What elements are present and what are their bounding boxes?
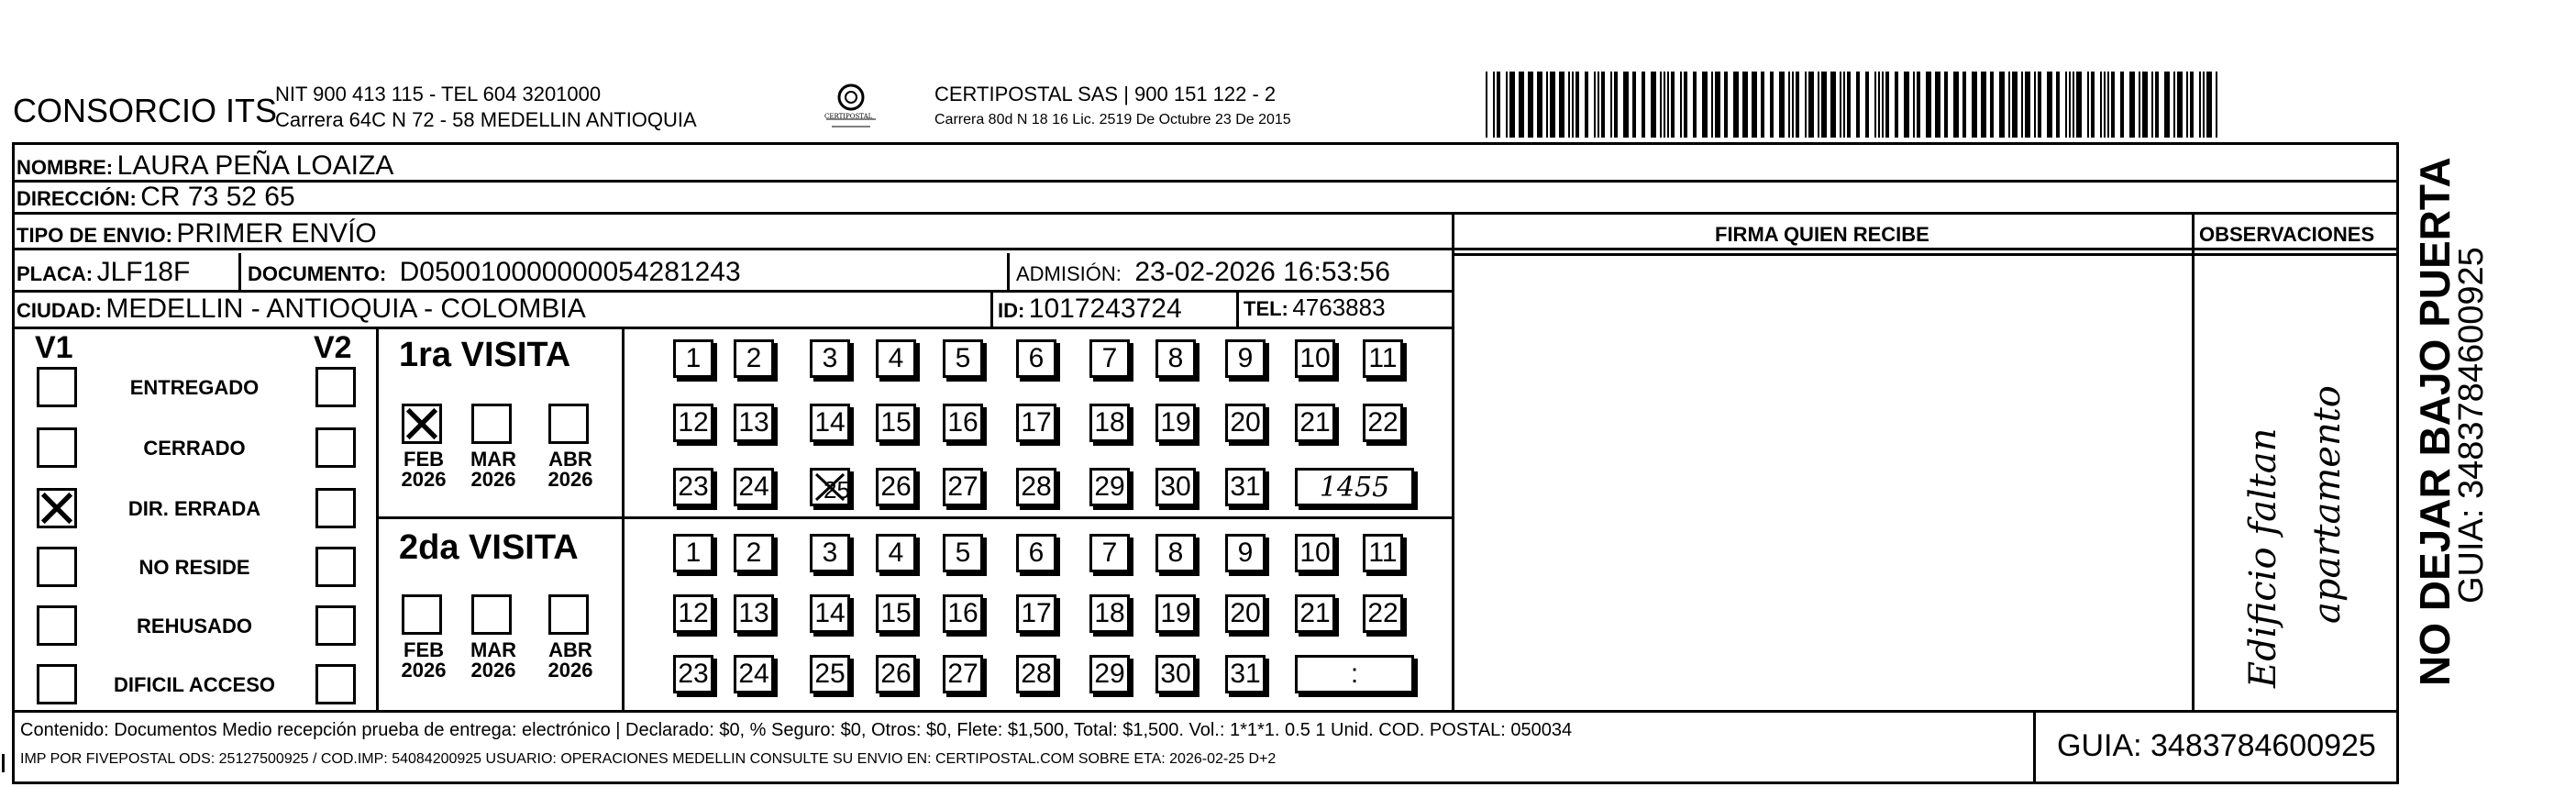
day-box-28[interactable]: 28 [1016,468,1056,506]
day-box-23[interactable]: 23 [673,655,713,693]
barcode-bar [1493,72,1495,138]
month-label: FEB [404,638,444,661]
barcode-bar [1667,72,1669,138]
barcode-bar [1843,72,1845,138]
month-label: MAR [470,448,517,471]
barcode-bar [1693,72,1697,138]
admision-cell [1016,259,1390,286]
id-value: 1017243724 [1028,294,1182,324]
day-box-9[interactable]: 9 [1225,339,1266,378]
certipostal-logo [819,81,883,130]
barcode-bar [1882,72,1884,138]
barcode-bar [2129,72,2135,138]
day-box-2[interactable]: 2 [734,339,774,378]
day-box-18[interactable]: 18 [1089,594,1130,633]
day-box-19[interactable]: 19 [1155,594,1196,633]
year-label: 2026 [470,468,516,491]
month-label: ABR [548,638,592,661]
year-label: 2026 [401,659,447,682]
day-box-15[interactable]: 15 [876,594,916,633]
barcode-bar [2164,72,2170,138]
barcode-bar [1953,72,1959,138]
v1-checkbox[interactable] [37,605,77,646]
barcode-bar [2199,72,2201,138]
day-box-24[interactable]: 24 [734,655,774,693]
v1-checkbox[interactable] [37,427,77,468]
tel-cell [1244,295,1386,319]
barcode-bar [1651,72,1656,138]
month-label: ABR [548,448,592,471]
barcode-bar [2186,72,2188,138]
sender-nit: NIT 900 413 115 - TEL 604 3201000 [275,83,602,105]
barcode-bar [1664,72,1665,138]
barcode-bar [2139,72,2140,138]
barcode-bar [1972,72,1977,138]
barcode-bar [2021,72,2023,138]
footer-guia: GUIA: 3483784600925 [2057,728,2376,763]
barcode-bar [2203,72,2205,138]
sender-address: Carrera 64C N 72 - 58 MEDELLIN ANTIOQUIA [275,108,697,131]
logo-caption: CERTIPOSTAL [824,113,873,120]
barcode-bar [1568,72,1570,138]
barcode-bar [1874,72,1876,138]
direccion-label: DIRECCIÓN: [17,187,137,210]
day-box-22[interactable]: 22 [1363,594,1403,633]
signature-area[interactable] [1458,257,2190,711]
day-box-27[interactable]: 27 [943,655,983,693]
status-label: DIFICIL ACCESO [113,673,275,696]
barcode-bar [1935,72,1940,138]
direccion-value: CR 73 52 65 [140,182,295,212]
status-label: DIR. ERRADA [127,497,261,520]
day-box-27[interactable]: 27 [943,468,983,506]
barcode-bar [1847,72,1851,138]
year-label: 2026 [401,468,447,491]
barcode-bar [1497,72,1500,138]
year-label: 2026 [547,468,593,491]
barcode-bar [1575,72,1579,138]
barcode-bar [1779,72,1785,138]
year-label: 2026 [547,659,593,682]
barcode-bar [1632,72,1636,138]
barcode-bar [2034,72,2036,138]
time-box[interactable]: 1455 [1295,468,1414,506]
barcode-bar [1601,72,1605,138]
day-box-9[interactable]: 9 [1225,534,1266,572]
direccion-row [17,183,295,211]
day-box-7[interactable]: 7 [1089,534,1130,572]
barcode-bar [1572,72,1574,138]
barcode-bar [2100,72,2102,138]
barcode-bar [1818,72,1819,138]
year-label: 2026 [470,659,516,682]
day-box-11[interactable]: 11 [1363,534,1403,572]
day-box-1[interactable]: 1 [673,339,713,378]
barcode-bar [2173,72,2175,138]
barcode-bar [1752,72,1757,138]
barcode-bar [1761,72,1764,138]
barcode-bar [1788,72,1790,138]
day-box-21[interactable]: 21 [1295,594,1335,633]
time-box[interactable]: : [1295,655,1414,693]
observaciones-note-line1: Edificio faltan [2242,427,2284,688]
barcode-bar [2091,72,2095,138]
day-box-18[interactable]: 18 [1089,404,1130,442]
barcode-bar [1830,72,1836,138]
day-box-12[interactable]: 12 [673,404,713,442]
svg-text:25: 25 [824,476,850,504]
firma-header: FIRMA QUIEN RECIBE [1715,223,1929,246]
day-box-25[interactable] [810,468,850,506]
month-label: MAR [470,638,517,661]
tel-label: TEL: [1244,297,1288,320]
day-box-30[interactable]: 30 [1155,655,1196,693]
day-box-30[interactable]: 30 [1155,468,1196,506]
placa-cell [17,259,190,286]
day-box-17[interactable]: 17 [1016,404,1056,442]
nombre-row [17,152,393,180]
barcode-bar [1660,72,1662,138]
barcode-bar [2120,72,2124,138]
status-label: NO RESIDE [138,556,250,579]
barcode-bar [1878,72,1880,138]
day-box-12[interactable]: 12 [673,594,713,633]
barcode-bar [1962,72,1966,138]
observaciones-note-line2: apartamento [2306,385,2349,624]
month-checkbox[interactable] [402,404,442,444]
barcode-bar [1917,72,1920,138]
day-box-16[interactable]: 16 [943,404,983,442]
day-box-15[interactable]: 15 [876,404,916,442]
barcode-bar [1821,72,1827,138]
tipo-envio-row [17,220,377,248]
barcode-bar [1506,72,1508,138]
v1-checkbox[interactable] [37,547,77,587]
barcode-bar [1733,72,1739,138]
barcode-bar [1486,72,1487,138]
day-box-14[interactable]: 14 [810,404,850,442]
barcode-bar [2190,72,2194,138]
day-box-19[interactable]: 19 [1155,404,1196,442]
barcode-bar [2012,72,2018,138]
barcode-bar [1642,72,1645,138]
barcode-bar [1610,72,1612,138]
day-box-13[interactable]: 13 [734,404,774,442]
barcode-bar [2076,72,2082,138]
day-box-3[interactable]: 3 [810,534,850,572]
placa-value: JLF18F [96,257,191,287]
barcode-bar [1537,72,1542,138]
barcode-bar [1684,72,1687,138]
placa-label: PLACA: [17,262,94,285]
day-box-8[interactable]: 8 [1155,339,1196,378]
tipo-envio-label: TIPO DE ENVIO: [17,224,172,247]
barcode-bar [1792,72,1794,138]
month-checkbox[interactable] [548,404,589,444]
day-box-16[interactable]: 16 [943,594,983,633]
day-box-10[interactable]: 10 [1295,534,1335,572]
barcode-bar [2047,72,2052,138]
v2-checkbox[interactable] [315,367,356,407]
barcode-bar [1585,72,1588,138]
status-label: CERRADO [143,437,246,460]
barcode-bar [1796,72,1799,138]
day-box-3[interactable]: 3 [810,339,850,378]
documento-value: D050010000000054281243 [399,257,741,287]
v1-checkbox[interactable] [37,367,77,407]
nombre-label: NOMBRE: [17,156,114,179]
barcode-bar [1724,72,1728,138]
ciudad-cell [17,295,586,323]
day-box-8[interactable]: 8 [1155,534,1196,572]
day-box-1[interactable]: 1 [673,534,713,572]
barcode-bar [1990,72,1994,138]
barcode-bar [2111,72,2115,138]
sender-name: CONSORCIO ITS [13,92,278,129]
day-box-10[interactable]: 10 [1295,339,1335,378]
barcode-bar [2151,72,2153,138]
barcode-bar [1981,72,1986,138]
barcode-bar [1680,72,1682,138]
v1-checkbox[interactable] [37,488,77,528]
tel-value: 4763883 [1292,294,1386,321]
barcode-bar [2008,72,2010,138]
nombre-value: LAURA PEÑA LOAIZA [116,150,394,181]
carrier-name: CERTIPOSTAL SAS | 900 151 122 - 2 [934,83,1277,105]
carrier-license: Carrera 80d N 18 16 Lic. 2519 De Octubre 23 De 2015 [934,112,1291,127]
barcode-bar [2025,72,2030,138]
barcode-bar [1509,72,1515,138]
barcode-bar [2155,72,2159,138]
certipostal-logo-icon [819,81,883,130]
v2-checkbox[interactable] [315,488,356,528]
barcode-bar [2069,72,2071,138]
v2-checkbox[interactable] [315,547,356,587]
day-box-6[interactable]: 6 [1016,339,1056,378]
barcode-bar [1711,72,1713,138]
v2-checkbox[interactable] [315,605,356,646]
day-box-22[interactable]: 22 [1363,404,1403,442]
documento-cell [248,259,741,286]
v2-checkbox[interactable] [315,664,356,704]
side-guia: GUIA: 3483784600925 [2452,247,2491,604]
barcode-bar [2087,72,2089,138]
day-box-20[interactable]: 20 [1225,404,1266,442]
ciudad-label: CIUDAD: [17,299,102,322]
admision-value: 23-02-2026 16:53:56 [1134,257,1390,287]
day-box-7[interactable]: 7 [1089,339,1130,378]
day-box-25[interactable]: 25 [810,655,850,693]
barcode-bar [2142,72,2148,138]
status-label: ENTREGADO [129,376,260,399]
barcode-bar [2056,72,2060,138]
barcode-bar [1550,72,1555,138]
barcode-bar [1926,72,1931,138]
day-box-4[interactable]: 4 [876,339,916,378]
barcode-bar [1865,72,1869,138]
barcode-bar [1944,72,1948,138]
admision-label: ADMISIÓN: [1016,262,1122,285]
status-label: REHUSADO [137,615,252,637]
barcode-bar [1528,72,1533,138]
day-box-26[interactable]: 26 [876,468,916,506]
day-box-5[interactable]: 5 [943,339,983,378]
documento-label: DOCUMENTO: [248,262,387,285]
id-label: ID: [998,299,1025,322]
barcode-bar [1895,72,1898,138]
barcode-bar [1546,72,1548,138]
barcode-bar [2104,72,2106,138]
barcode-bar [1623,72,1629,138]
barcode-bar [2073,72,2074,138]
day-box-31[interactable]: 31 [1225,468,1266,506]
day-box-21[interactable]: 21 [1295,404,1335,442]
barcode-icon [1486,72,2219,138]
day-box-2[interactable]: 2 [734,534,774,572]
barcode-bar [2216,72,2217,138]
barcode-bar [1913,72,1915,138]
month-checkbox[interactable] [548,594,589,635]
observaciones-header: OBSERVACIONES [2199,223,2375,246]
barcode-bar [1559,72,1564,138]
barcode-bar [2038,72,2041,138]
visit2-title: 2da VISITA [399,528,579,567]
footer-contenido: Contenido: Documentos Medio recepción prueba de entrega: electrónico | Declarado: $0, % Seguro: $0, Otros: $0, Flete: $1,500, Total: $1,500. Vol.: 1*1*1. 0.5 1 Unid. COD. POSTAL: 050034 [20,720,1573,740]
visit1-title: 1ra VISITA [399,336,571,374]
day-box-26[interactable]: 26 [876,655,916,693]
footer-impresion: IMP POR FIVEPOSTAL ODS: 25127500925 / COD.IMP: 54084200925 USUARIO: OPERACIONES MEDELLIN CONSULTE SU ENVIO EN: CERTIPOSTAL.COM SOBRE ETA: 2026-02-25 D+2 [20,751,1277,767]
day-box-31[interactable]: 31 [1225,655,1266,693]
day-box-29[interactable]: 29 [1089,468,1130,506]
day-box-11[interactable]: 11 [1363,339,1403,378]
id-cell [998,295,1182,323]
month-checkbox[interactable] [402,594,442,635]
month-label: FEB [404,448,444,471]
v1-checkbox[interactable] [37,664,77,704]
barcode-bar [1999,72,2005,138]
barcode-bar [1805,72,1807,138]
day-box-6[interactable]: 6 [1016,534,1056,572]
barcode-bar [1671,72,1675,138]
barcode-bar [2177,72,2183,138]
day-box-4[interactable]: 4 [876,534,916,572]
barcode-bar [1840,72,1841,138]
barcode-bar [1614,72,1618,138]
barcode-bar [2065,72,2067,138]
barcode-bar [1519,72,1524,138]
barcode-bar [1808,72,1814,138]
side-title: NO DEJAR BAJO PUERTA [2411,157,2459,686]
month-checkbox[interactable] [471,594,512,635]
day-box-5[interactable]: 5 [943,534,983,572]
observaciones-area [2199,257,2394,711]
day-box-17[interactable]: 17 [1016,594,1056,633]
day-box-13[interactable]: 13 [734,594,774,633]
barcode-bar [2107,72,2109,138]
v2-label: V2 [314,330,352,365]
barcode-bar [1742,72,1748,138]
day-box-29[interactable]: 29 [1089,655,1130,693]
barcode-bar [1702,72,1708,138]
day-box-28[interactable]: 28 [1016,655,1056,693]
day-box-23[interactable]: 23 [673,468,713,506]
barcode-bar [2206,72,2212,138]
v2-checkbox[interactable] [315,427,356,468]
barcode-bar [1904,72,1909,138]
barcode-bar [1885,72,1889,138]
day-box-20[interactable]: 20 [1225,594,1266,633]
barcode-bar [1856,72,1860,138]
barcode-bar [1715,72,1720,138]
month-checkbox[interactable] [471,404,512,444]
ciudad-value: MEDELLIN - ANTIOQUIA - COLOMBIA [105,294,586,324]
barcode-bar [1594,72,1596,138]
tipo-envio-value: PRIMER ENVÍO [176,218,377,249]
barcode-bar [1770,72,1774,138]
day-box-24[interactable]: 24 [734,468,774,506]
v1-label: V1 [35,330,73,365]
day-box-14[interactable]: 14 [810,594,850,633]
barcode-bar [1598,72,1599,138]
